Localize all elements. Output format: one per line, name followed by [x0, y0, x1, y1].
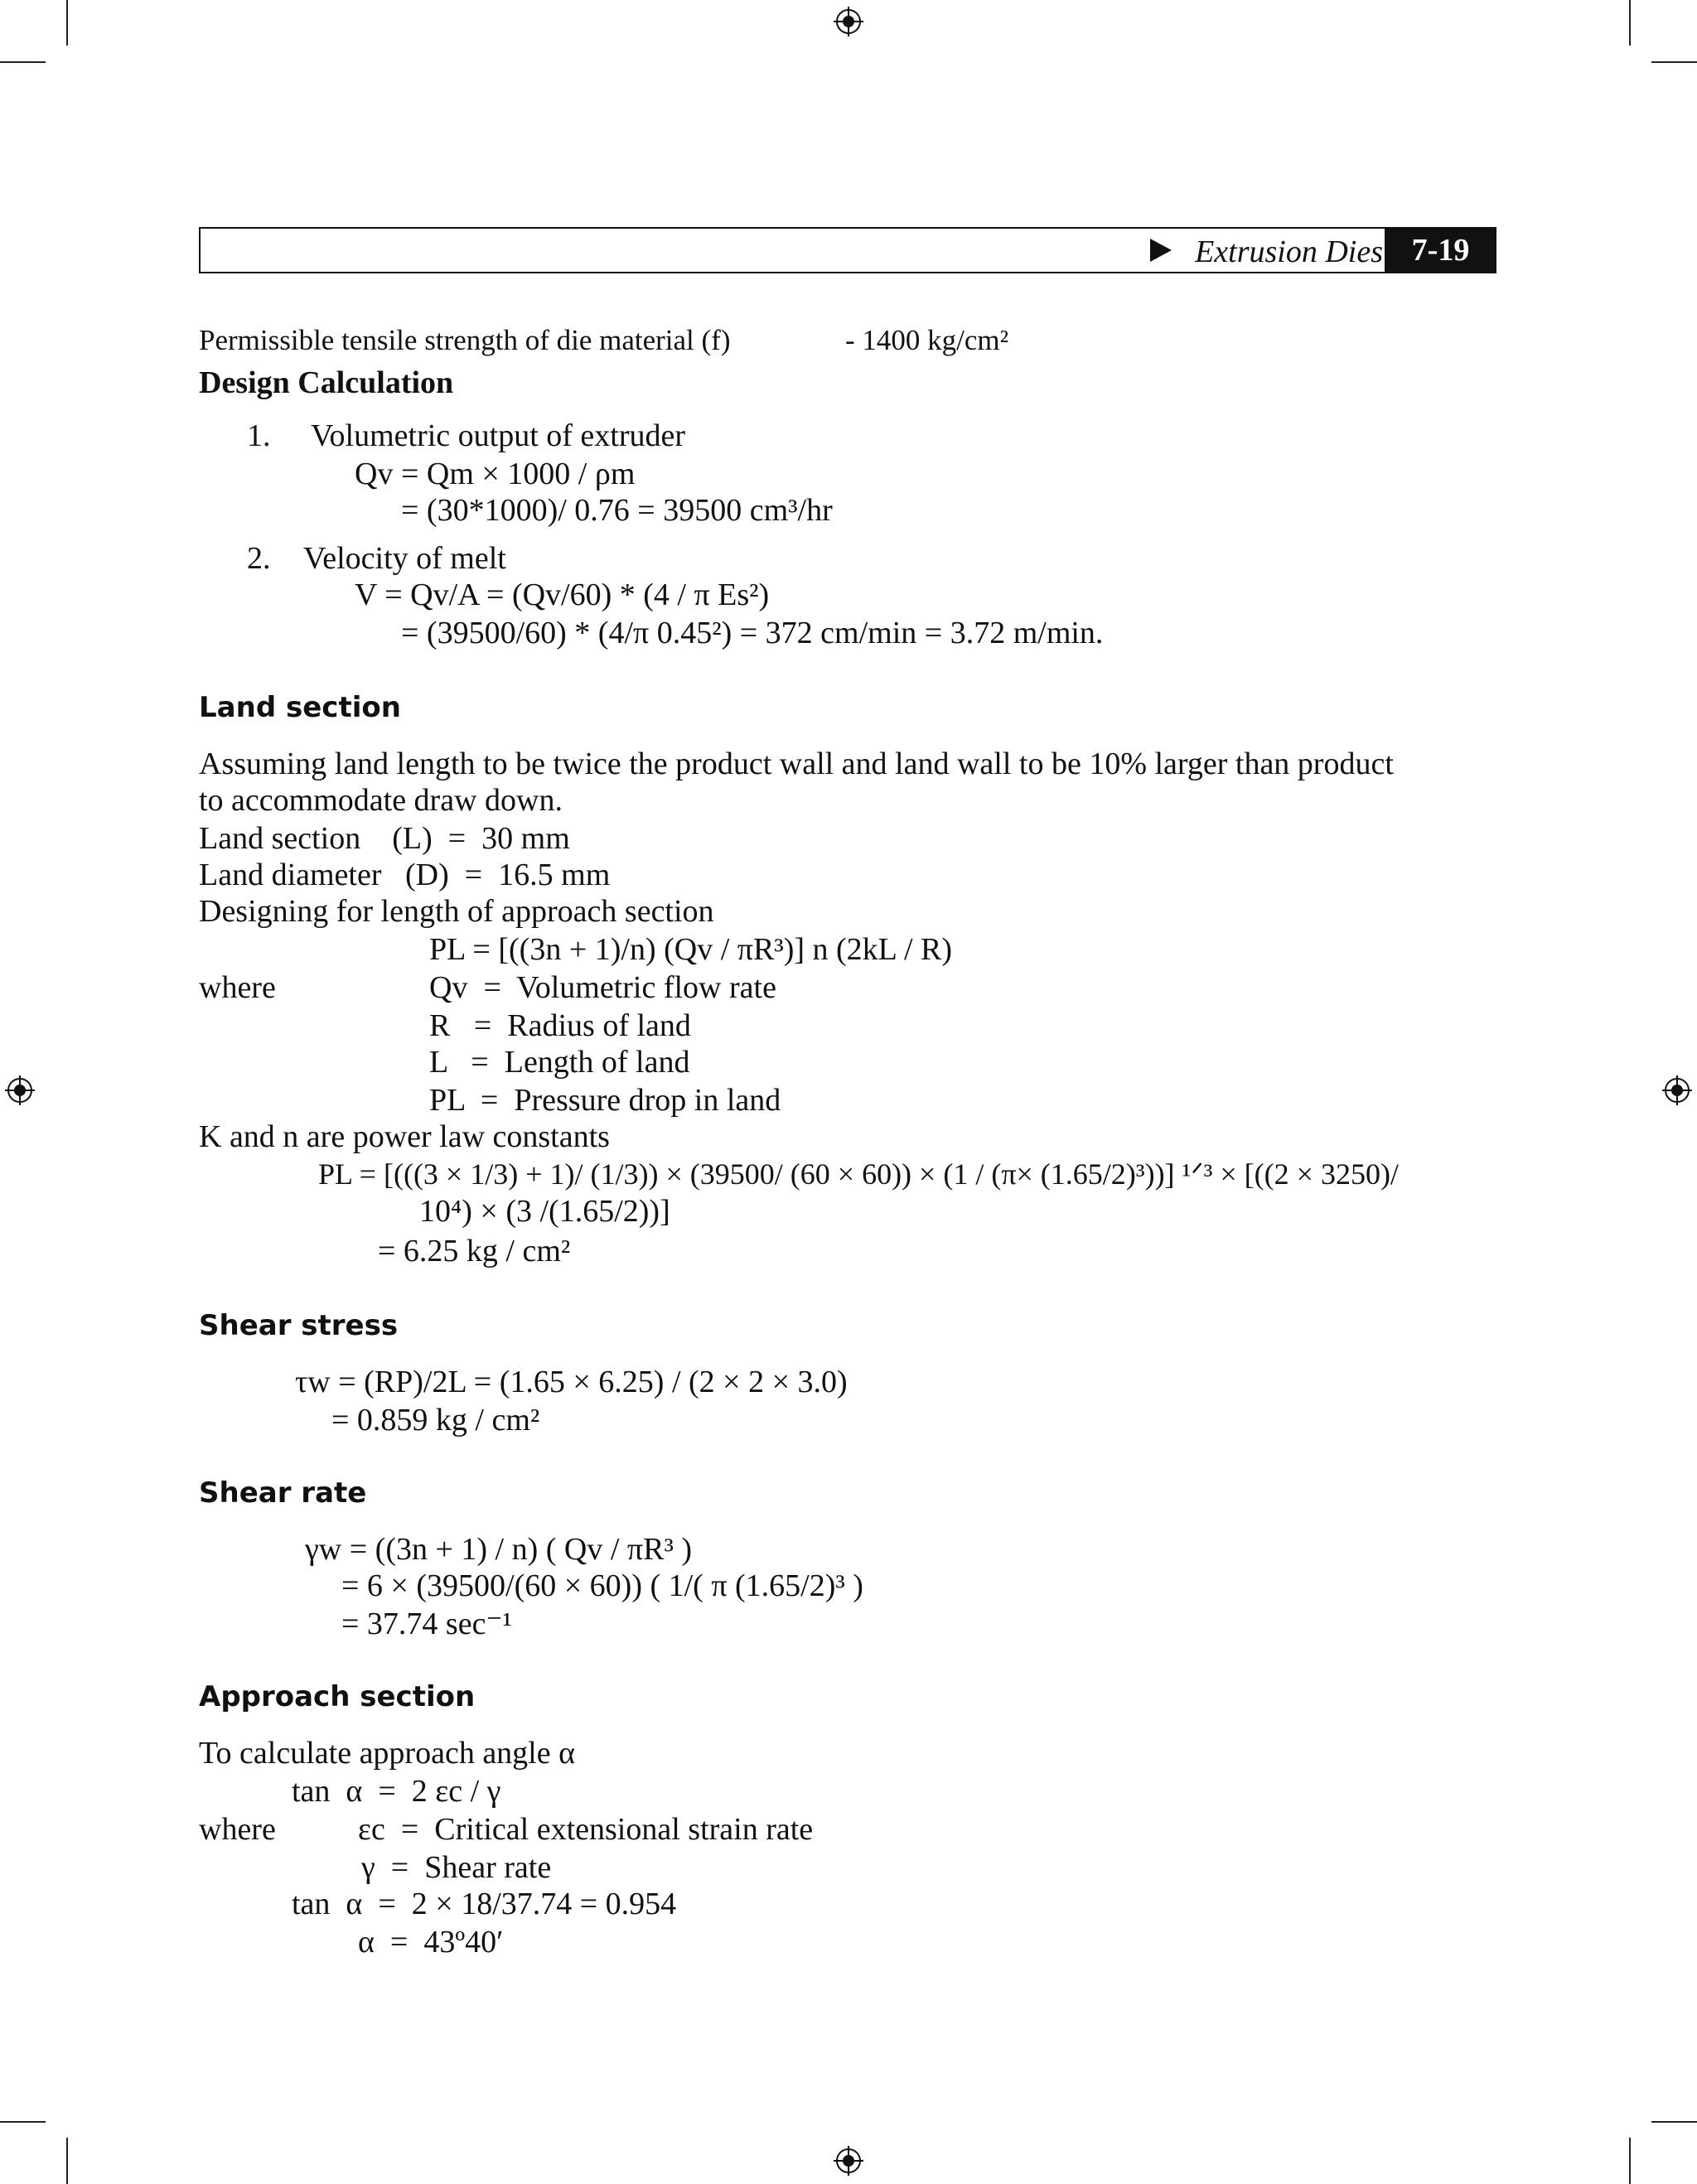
- strength-label: Permissible tensile strength of die material (f): [199, 324, 731, 356]
- crop-mark: [0, 2121, 46, 2123]
- equation-line: = 37.74 sec⁻¹: [341, 1607, 512, 1641]
- equation-line: γw = ((3n + 1) / n) ( Qv / πR³ ): [305, 1532, 693, 1567]
- step-title: Volumetric output of extruder: [311, 418, 686, 453]
- where-label: where: [199, 1812, 276, 1847]
- paragraph-line: To calculate approach angle α: [199, 1736, 576, 1771]
- page-number: 7-19: [1385, 227, 1496, 273]
- crop-mark: [1651, 2121, 1697, 2123]
- paragraph-line: Assuming land length to be twice the product wall and land wall to be 10% larger than product: [199, 747, 1394, 781]
- equation-line: Qv = Qm × 1000 / ρm: [355, 457, 636, 491]
- paragraph-line: K and n are power law constants: [199, 1119, 610, 1154]
- equation-line: PL = [((3n + 1)/n) (Qv / πR³)] n (2kL / R): [429, 932, 953, 967]
- section-heading-approach: Approach section: [199, 1680, 476, 1713]
- registration-mark-icon: [834, 7, 863, 36]
- definition-line: L = Length of land: [429, 1045, 690, 1080]
- registration-mark-icon: [834, 2146, 863, 2176]
- equation-line: = (30*1000)/ 0.76 = 39500 cm³/hr: [401, 493, 833, 528]
- paragraph-line: Designing for length of approach section: [199, 894, 714, 929]
- equation-line: τw = (RP)/2L = (1.65 × 6.25) / (2 × 2 × 3.0): [295, 1365, 848, 1399]
- step-number: 1.: [247, 418, 271, 453]
- crop-mark: [66, 0, 68, 46]
- definition-line: εc = Critical extensional strain rate: [358, 1812, 814, 1847]
- registration-mark-icon: [5, 1075, 35, 1105]
- definition-line: PL = Pressure drop in land: [429, 1083, 781, 1118]
- equation-line: tan α = 2 εc / γ: [292, 1774, 501, 1809]
- section-heading-shear-stress: Shear stress: [199, 1309, 399, 1342]
- equation-line: tan α = 2 × 18/37.74 = 0.954: [292, 1887, 677, 1921]
- header-title: Extrusion Dies: [1195, 234, 1383, 269]
- registration-mark-icon: [1662, 1075, 1692, 1105]
- crop-mark: [1629, 0, 1631, 46]
- definition-line: Qv = Volumetric flow rate: [429, 970, 776, 1005]
- paragraph-line: to accommodate draw down.: [199, 783, 563, 818]
- crop-mark: [1629, 2138, 1631, 2184]
- crop-mark: [0, 61, 46, 63]
- section-heading-land: Land section: [199, 691, 401, 724]
- equation-line: α = 43º40′: [358, 1925, 504, 1959]
- equation-line: = 6 × (39500/(60 × 60)) ( 1/( π (1.65/2)³ ): [341, 1568, 863, 1603]
- crop-mark: [1651, 61, 1697, 63]
- equation-line: = 0.859 kg / cm²: [331, 1403, 540, 1437]
- where-label: where: [199, 970, 276, 1005]
- step-title: Velocity of melt: [303, 541, 506, 576]
- equation-line: = (39500/60) * (4/π 0.45²) = 372 cm/min = 3.72 m/min.: [401, 616, 1104, 650]
- section-heading-shear-rate: Shear rate: [199, 1476, 367, 1510]
- equation-line: 10⁴) × (3 /(1.65/2))]: [419, 1194, 670, 1229]
- triangle-right-icon: [1150, 239, 1172, 262]
- definition-line: R = Radius of land: [429, 1008, 691, 1043]
- equation-line: = 6.25 kg / cm²: [378, 1234, 571, 1268]
- equation-line: PL = [(((3 × 1/3) + 1)/ (1/3)) × (39500/ (60 × 60)) × (1 / (π× (1.65/2)³))] ¹ᐟ³ × [((2 × 3250)/: [318, 1157, 1399, 1191]
- land-section-value: Land section (L) = 30 mm: [199, 821, 570, 856]
- equation-line: V = Qv/A = (Qv/60) * (4 / π Es²): [355, 577, 770, 612]
- crop-mark: [66, 2138, 68, 2184]
- land-diameter-value: Land diameter (D) = 16.5 mm: [199, 858, 611, 892]
- definition-line: γ = Shear rate: [361, 1850, 552, 1885]
- running-header: [199, 227, 1496, 273]
- step-number: 2.: [247, 541, 271, 576]
- strength-value: - 1400 kg/cm²: [845, 324, 1009, 356]
- design-heading: Design Calculation: [199, 365, 454, 400]
